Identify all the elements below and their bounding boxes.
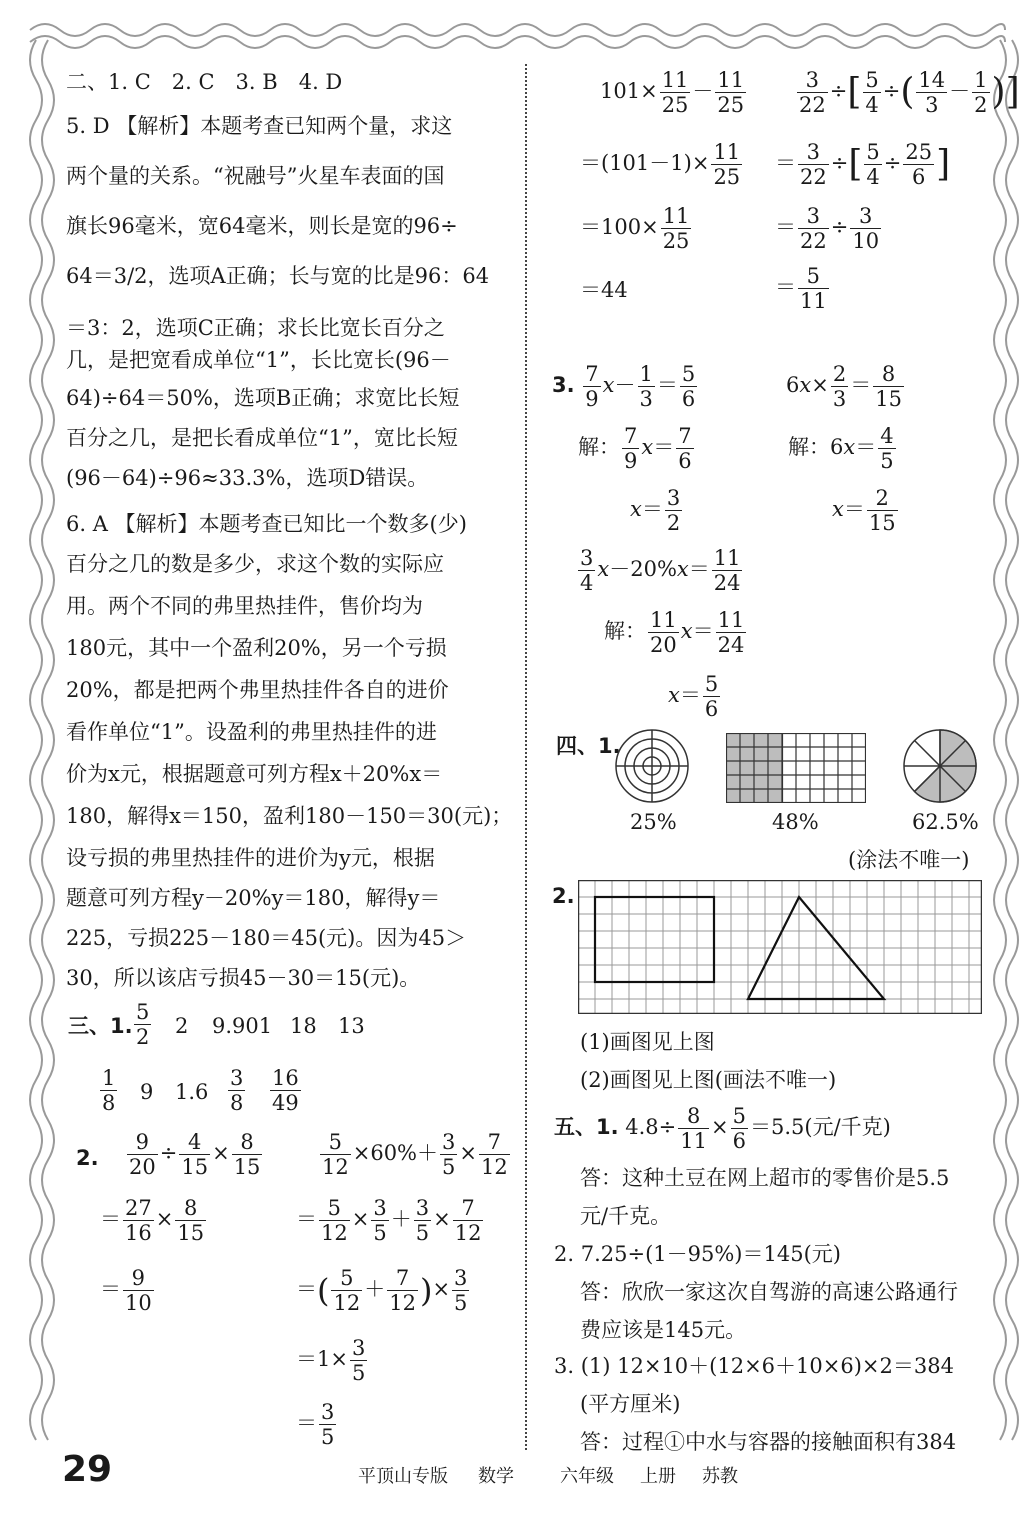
q6-line-12: 30，所以该店亏损45－30＝15(元)。 (66, 966, 421, 990)
calc-left-a-3: ＝ $\frac{9}{10}$ (100, 1266, 152, 1316)
s3-row1-a5: 13 (338, 1014, 365, 1038)
s3-row2-a5: $\frac{16}{49}$ (272, 1066, 299, 1116)
calc-right-a-4: ＝44 (580, 278, 628, 302)
section-4-note: (涂法不唯一) (848, 848, 970, 872)
calc-right-a-2: ＝(101－1)× $\frac{11}{25}$ (580, 140, 741, 190)
q6-line-5: 20%，都是把两个弗里热挂件各自的进价 (66, 678, 449, 702)
q6-line-10: 题意可列方程y－20%y＝180，解得y＝ (66, 886, 441, 910)
footer-grade: 六年级 (560, 1466, 614, 1487)
q5-line-4: 64＝3/2，选项A正确；长与宽的比是96：64 (66, 264, 490, 288)
section-4-label: 四、1. (556, 734, 621, 758)
drawing-grid-figure (578, 880, 982, 1014)
s3-row1-a1: $\frac{5}{2}$ (136, 1000, 150, 1050)
footer-publisher: 苏教 (702, 1466, 738, 1487)
q6-line-7: 价为x元，根据题意可列方程x＋20%x＝ (66, 762, 443, 786)
pie-circle-figure (902, 728, 978, 804)
calc-left-b-2: ＝ $\frac{5}{12}$ × $\frac{3}{5}$ ＋ $\frac{3}{5}$ × $\frac{7}{12}$ (296, 1196, 482, 1246)
s5-q2-formula: 2. 7.25÷(1－95%)＝145(元) (554, 1242, 841, 1266)
q6-line-9: 设亏损的弗里热挂件的进价为y元，根据 (66, 846, 435, 870)
equation-2-result: x＝ $\frac{2}{15}$ (832, 486, 896, 536)
calc-right-b-3: ＝ $\frac{3}{22}$ ÷ $\frac{3}{10}$ (775, 204, 880, 254)
calc-left-b-1: $\frac{5}{12}$ ×60%＋ $\frac{3}{5}$ × $\frac{7}{12}$ (322, 1130, 508, 1180)
s5-q3-unit: (平方厘米) (580, 1392, 681, 1416)
q5-line-2: 两个量的关系。“祝融号”火星车表面的国 (66, 164, 445, 188)
footer-volume: 上册 (640, 1466, 676, 1487)
s5-q2-answer-b: 费应该是145元。 (580, 1318, 747, 1342)
q5-line-5: ＝3：2，选项C正确；求长比宽长百分之 (66, 316, 445, 340)
q6-line-1: 6. A 【解析】本题考查已知比一个数多(少) (66, 512, 467, 536)
calc-left-a-1: $\frac{9}{20}$ ÷ $\frac{4}{15}$ × $\frac{8}{15}$ (129, 1130, 261, 1180)
calc-left-a-2: ＝ $\frac{27}{16}$ × $\frac{8}{15}$ (100, 1196, 205, 1246)
q5-line-8: 百分之几，是把长看成单位“1”，宽比长短 (66, 426, 458, 450)
s3-row1-a4: 18 (290, 1014, 317, 1038)
equation-3-result: x＝ $\frac{5}{6}$ (668, 672, 719, 722)
s3-row2-a2: 9 (140, 1080, 154, 1104)
caption-62-5: 62.5% (912, 810, 979, 834)
calc-left-b-4: ＝1× $\frac{3}{5}$ (296, 1336, 366, 1386)
footer-edition: 平顶山专版 (358, 1466, 448, 1487)
column-separator (525, 64, 527, 1450)
q5-line-3: 旗长96毫米，宽64毫米，则长是宽的96÷ (66, 214, 458, 238)
calc-right-a-1: 101× $\frac{11}{25}$ － $\frac{11}{25}$ (600, 68, 745, 118)
s3-row2-a4: $\frac{3}{8}$ (230, 1066, 244, 1116)
s4-q2-answer-1: (1)画图见上图 (580, 1030, 715, 1054)
q5-line-6: 几，是把宽看成单位“1”，长比宽长(96－ (66, 348, 451, 372)
s3-row1-a3: 9.901 (212, 1014, 273, 1038)
q5-line-1: 5. D 【解析】本题考查已知两个量，求这 (66, 114, 453, 138)
s4-q2-label: 2. (552, 884, 575, 908)
section-3-label: 三、1. (68, 1014, 133, 1038)
q6-line-11: 225，亏损225－180＝45(元)。因为45＞ (66, 926, 467, 950)
s5-q3-formula: 3. (1) 12×10＋(12×6＋10×6)×2＝384 (554, 1354, 954, 1378)
s3-row2-a1: $\frac{1}{8}$ (102, 1066, 116, 1116)
q6-line-4: 180元，其中一个盈利20%，另一个亏损 (66, 636, 447, 660)
page-number: 29 (62, 1449, 113, 1490)
q6-line-8: 180，解得x＝150，盈利180－150＝30(元)； (66, 804, 513, 828)
shaded-grid-figure (726, 733, 866, 803)
q5-line-7: 64)÷64＝50%，选项B正确；求宽比长短 (66, 386, 460, 410)
q5-line-9: (96－64)÷96≈33.3%，选项D错误。 (66, 466, 429, 490)
equation-3: $\frac{3}{4}$ x－20%x＝ $\frac{11}{24}$ (580, 546, 741, 596)
caption-48: 48% (772, 810, 819, 834)
q6-line-3: 用。两个不同的弗里热挂件，售价均为 (66, 594, 423, 618)
equation-1-result: x＝ $\frac{3}{2}$ (630, 486, 681, 536)
calc-right-b-2: ＝ $\frac{3}{22}$ ÷[ $\frac{5}{4}$ ÷ $\frac{25}{6}$ ] (775, 140, 951, 190)
s5-q2-answer-a: 答：欣欣一家这次自驾游的高速公路通行 (580, 1280, 958, 1304)
s3-row1-a2: 2 (175, 1014, 189, 1038)
section-2-answers: 二、1. C 2. C 3. B 4. D (66, 70, 343, 94)
q6-line-2: 百分之几的数是多少，求这个数的实际应 (66, 552, 444, 576)
equation-1: 3. $\frac{7}{9}$ x－ $\frac{1}{3}$ ＝ $\frac{5}{6}$ (552, 362, 696, 412)
s3-row2-a3: 1.6 (175, 1080, 209, 1104)
q6-line-6: 看作单位“1”。设盈利的弗里热挂件的进 (66, 720, 437, 744)
calc-right-a-3: ＝100× $\frac{11}{25}$ (580, 204, 690, 254)
equation-2-step: 解：6x＝ $\frac{4}{5}$ (788, 424, 894, 474)
calc-right-b-4: ＝ $\frac{5}{11}$ (775, 264, 827, 314)
s5-q1-formula: 五、1. 4.8÷ $\frac{8}{11}$ × $\frac{5}{6}$ ＝5.5(元/千克) (554, 1104, 891, 1154)
equation-2: 6x× $\frac{2}{3}$ ＝ $\frac{8}{15}$ (786, 362, 902, 412)
footer-subject: 数学 (478, 1466, 514, 1487)
calc-right-b-1: $\frac{3}{22}$ ÷[ $\frac{5}{4}$ ÷( $\frac{14}{3}$ － $\frac{1}{2}$ )] (799, 68, 1020, 118)
s5-q1-answer-a: 答：这种土豆在网上超市的零售价是5.5 (580, 1166, 950, 1190)
target-circle-figure (614, 728, 690, 804)
s5-q3-answer: 答：过程①中水与容器的接触面积有384 (580, 1430, 957, 1454)
calc-left-b-3: ＝( $\frac{5}{12}$ ＋ $\frac{7}{12}$ )× $\frac{3}{5}$ (296, 1266, 468, 1316)
equation-1-step: 解： $\frac{7}{9}$ x＝ $\frac{7}{6}$ (578, 424, 692, 474)
calc-left-b-5: ＝ $\frac{3}{5}$ (296, 1400, 335, 1450)
equation-3-step: 解： $\frac{11}{20}$ x＝ $\frac{11}{24}$ (604, 608, 745, 658)
s4-q2-answer-2: (2)画图见上图(画法不唯一) (580, 1068, 837, 1092)
s3-q2-label: 2. (76, 1146, 99, 1170)
s5-q1-answer-b: 元/千克。 (580, 1204, 672, 1228)
caption-25: 25% (630, 810, 677, 834)
